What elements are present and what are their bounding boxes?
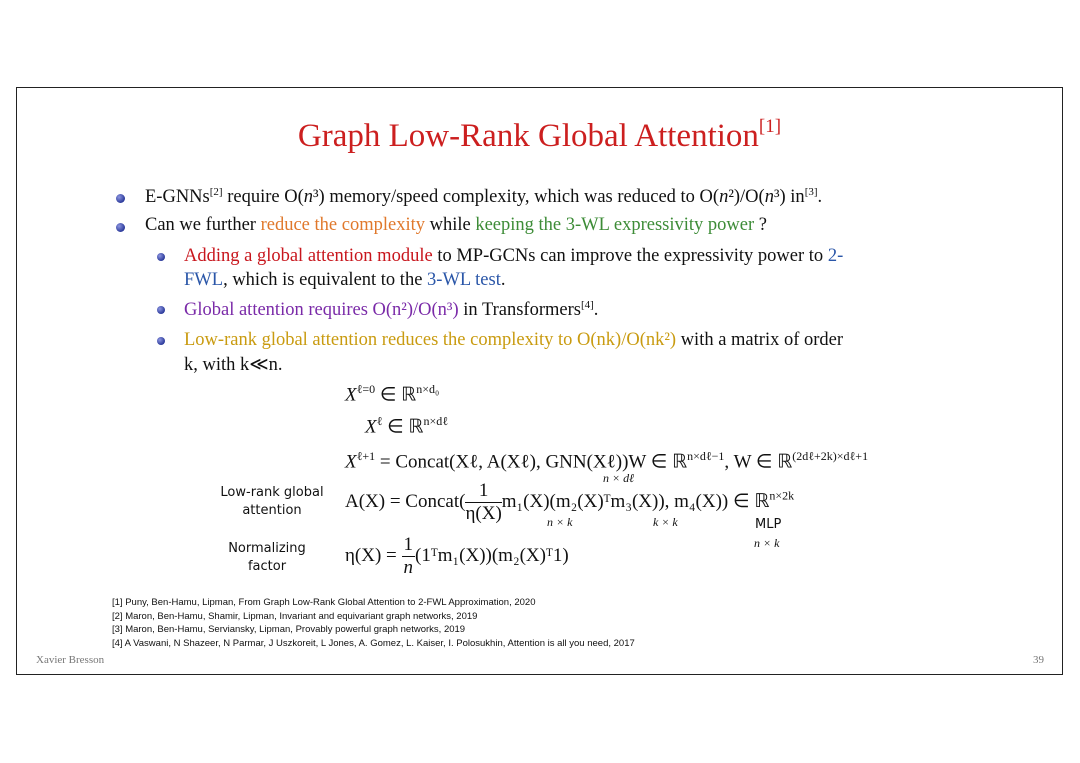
equation-4: A(X) = Concat( $\frac{1}{\eta(X)}$ m₁(X)(m₂(X)ᵀm₃(X)), m₄(X)) ∈ ℝ$^{n\times 2k}$ <box>345 480 795 524</box>
reference-item: [2] Maron, Ben-Hamu, Shamir, Lipman, Invariant and equivariant graph networks, 2019 <box>112 610 478 622</box>
sub-bullet-3-line1: Low-rank global attention reduces the complexity to O(nk)/O(nk²) with a matrix of order <box>184 330 844 350</box>
equation-3-underbrace: n × dℓ <box>603 471 635 485</box>
sub-bullet-3-line2: k, with k≪n. <box>184 355 283 375</box>
equation-4-mlp: MLP <box>755 517 782 532</box>
title-ref: [1] <box>758 116 782 137</box>
sub-bullet-2: Global attention requires O(n²)/O(n³) in Transformers[4]. <box>184 299 599 320</box>
slide-frame <box>16 87 1063 675</box>
equation-2: $X^\ell$ ∈ ℝ$^{n\times d\ell}$ <box>365 414 448 438</box>
footer-author: Xavier Bresson <box>36 654 105 666</box>
reference-item: [1] Puny, Ben-Hamu, Lipman, From Graph Low-Rank Global Attention to 2-FWL Approximation, 2020 <box>112 597 536 608</box>
slide-title <box>17 116 1062 155</box>
sub-bullet-1-line2: FWL, which is equivalent to the 3-WL test. <box>184 270 506 290</box>
sub-bullet-icon <box>157 253 165 261</box>
sub-bullet-1-line1: Adding a global attention module to MP-GCNs can improve the expressivity power to 2- <box>184 246 844 266</box>
references <box>112 596 635 650</box>
sub-bullet-icon <box>157 337 165 345</box>
label-lowrank: Low-rank global attention <box>220 485 324 518</box>
reference-item: [3] Maron, Ben-Hamu, Serviansky, Lipman, Provably powerful graph networks, 2019 <box>112 624 466 636</box>
sub-bullet-icon <box>157 306 165 314</box>
reference-item: [4] A Vaswani, N Shazeer, N Parmar, J Uszkoreit, L Jones, A. Gomez, L. Kaiser, I. Polosukhin, Attention is all you need, 2017 <box>112 637 635 649</box>
bullet-1: E-GNNs[2] require O(n³) memory/speed complexity, which was reduced to O(n²)/O(n³) in[3]. <box>145 186 823 207</box>
label-normalizing: Normalizing factor <box>228 541 306 574</box>
equation-5: η(X) = $\frac{1}{n}$ (1ᵀm₁(X))(m₂(X)ᵀ1) <box>345 534 569 578</box>
title-text: Graph Low-Rank Global Attention <box>297 118 759 154</box>
bullet-2: Can we further reduce the complexity while keeping the 3-WL expressivity power ? <box>145 215 767 235</box>
equation-4-under-2: k × k <box>653 515 678 529</box>
bullet-icon <box>116 194 125 203</box>
equation-4-mlp-dim: n × k <box>754 536 780 550</box>
equation-4-under-1: n × k <box>547 515 573 529</box>
equation-1: $X^{\ell=0}$ ∈ ℝ$^{n\times d_0}$ <box>345 382 440 406</box>
bullet-icon <box>116 223 125 232</box>
page-number: 39 <box>1033 654 1044 666</box>
equation-3: $X^{\ell+1}$ = Concat(Xℓ, A(Xℓ), GNN(Xℓ))W ∈ ℝ$^{n\times d\ell-1}$, W ∈ ℝ$^{(2d\ell+2k)\times d\ell+1}$ <box>345 449 869 473</box>
